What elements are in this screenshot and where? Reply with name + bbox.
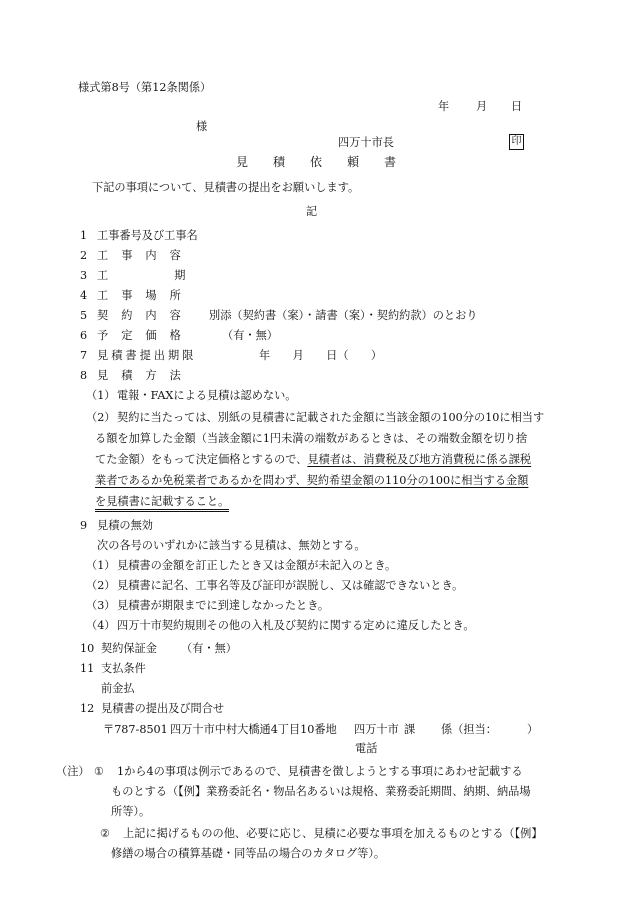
item-number: 3 [80, 269, 88, 282]
item-number: 10 [80, 642, 95, 655]
date-year: 年 [438, 100, 450, 113]
item-value: 年 月 日（ ） [259, 349, 383, 362]
item-number: 9 [80, 519, 88, 532]
item-number: 8 [80, 369, 88, 382]
note-text: 上記に掲げるものの他、必要に応じ、見積に必要な事項を加えるものとする（【例】 [123, 827, 543, 840]
note-text: る額を加算した金額（当該金額に1円未満の端数があるときは、その端数金額を切り捨 [95, 432, 528, 445]
note-text [95, 452, 531, 468]
item-label: 工事内容 [97, 249, 194, 262]
item-number: 2 [80, 249, 88, 262]
note-text-emphasis: を見積書に記載すること。 [95, 494, 229, 510]
list-item-mark: （3） [86, 599, 116, 612]
item-label: 支払条件 [101, 662, 146, 675]
date-month: 月 [476, 100, 488, 113]
ki-label: 記 [306, 205, 318, 218]
section: 課 [404, 723, 416, 736]
addressee-suffix: 様 [196, 120, 208, 133]
postal-code: 〒787-8501 [103, 723, 168, 736]
item-label: 工事場所 [97, 289, 194, 302]
list-item: 見積書の金額を訂正したとき又は金額が未記入のとき。 [117, 559, 397, 572]
list-item-mark: （4） [86, 619, 116, 632]
note-text-emphasis: 見積者は、消費税及び地方消費税に係る課税 [307, 453, 532, 466]
note-text: 電報・FAXによる見積は認めない。 [117, 389, 297, 402]
date-day: 日 [511, 100, 523, 113]
item-label: 契約保証金 [101, 642, 157, 655]
note-text: 1から4の事項は例示であるので、見積書を徴しようとする事項にあわせ記載する [117, 765, 523, 778]
list-item-mark: （1） [86, 559, 116, 572]
item-number: 5 [80, 309, 88, 322]
note-text: ものとする（【例】業務委託名・物品名あるいは規格、業務委託期間、納期、納品場 [111, 785, 531, 798]
item-label: 契約内容 [97, 309, 194, 322]
item-label: 見積書提出期限 [97, 349, 197, 362]
item-value: （有・無） [222, 329, 278, 342]
item-value: （有・無） [181, 642, 237, 655]
seal-box: 印 [509, 134, 524, 150]
list-item: 見積書に記名、工事名等及び証印が誤脱し、又は確認できないとき。 [117, 579, 464, 592]
intro-text: 下記の事項について、見積書の提出をお願いします。 [92, 181, 360, 194]
note-text: 契約に当たっては、別紙の見積書に記載された金額に当該金額の100分の10に相当す [117, 411, 545, 424]
item-number: 1 [80, 229, 88, 242]
item-label: 見積方法 [97, 369, 194, 382]
note-text: 所等）。 [111, 805, 151, 818]
item-label: 工期 [97, 269, 252, 282]
note-mark: ① [94, 765, 105, 778]
document-title: 見積依頼書 [236, 155, 422, 169]
issuer: 四万十市長 [338, 136, 394, 149]
item-label: 見積の無効 [97, 519, 153, 532]
item-number: 4 [80, 289, 88, 302]
phone-label: 電話 [355, 742, 378, 755]
notes-prefix: （注） [56, 765, 90, 778]
contact-person: 係（担当： [441, 723, 497, 736]
item-number: 6 [80, 329, 88, 342]
note-mark: ② [100, 827, 111, 840]
item-number: 12 [80, 702, 95, 715]
address: 四万十市中村大橋通4丁目10番地 [170, 723, 337, 736]
city: 四万十市 [354, 723, 399, 736]
item-value: 前金払 [101, 682, 135, 695]
invalid-intro: 次の各号のいずれかに該当する見積は、無効とする。 [97, 539, 366, 552]
item-label: 工事番号及び工事名 [97, 229, 198, 242]
item-number: 11 [80, 662, 95, 675]
item-label: 見積書の提出及び問合せ [101, 702, 225, 715]
note-text-emphasis: 業者であるか免税業者であるかを問わず、契約希望金額の110分の100に相当する金額 [95, 474, 529, 487]
contact-close: ） [527, 723, 539, 736]
list-item-mark: （2） [86, 579, 116, 592]
list-item: 見積書が期限までに到達しなかったとき。 [117, 599, 330, 612]
list-item: 四万十市契約規則その他の入札及び契約に関する定めに違反したとき。 [117, 619, 475, 632]
item-number: 7 [80, 349, 88, 362]
note-text: 修繕の場合の積算基礎・同等品の場合のカタログ等）。 [111, 847, 386, 860]
item-label: 予定価格 [97, 329, 194, 342]
note-mark: （1） [86, 389, 116, 402]
form-number: 様式第8号（第12条関係） [78, 81, 212, 94]
item-value: 別添（契約書（案）・請書（案）・契約約款）のとおり [209, 309, 478, 322]
note-text-plain: てた金額）をもって決定価格とするので、 [95, 453, 308, 466]
note-mark: （2） [86, 411, 116, 424]
